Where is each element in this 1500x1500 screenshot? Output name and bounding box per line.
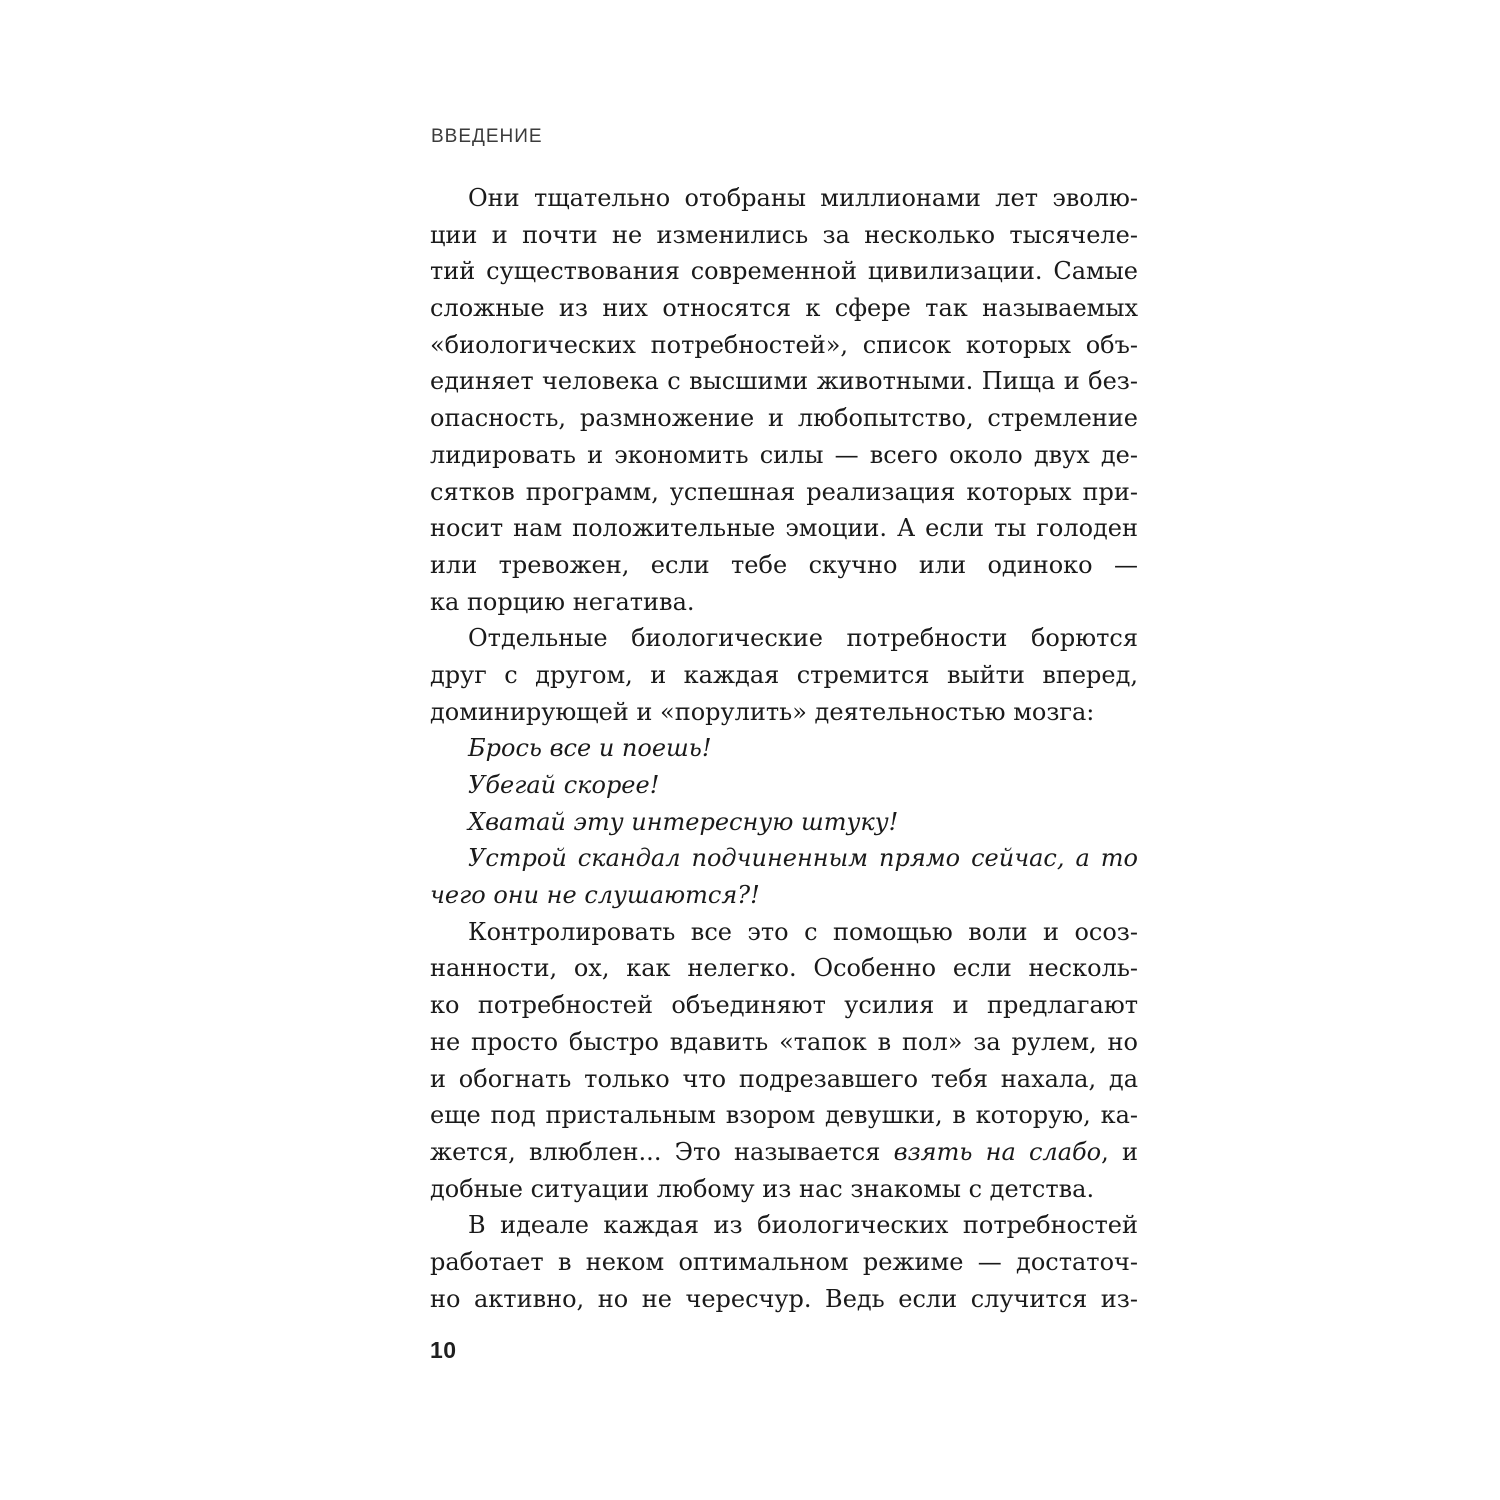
text-line (430, 1171, 1138, 1208)
text-line (430, 584, 1138, 621)
text-segment: Контролировать все это с помощью воли и осоз- (468, 917, 1138, 946)
text-line (430, 950, 1138, 987)
text-segment: работает в неком оптимальном режиме — достаточ- (430, 1247, 1138, 1276)
text-segment: «биологических потребностей», список которых объ- (430, 330, 1138, 359)
italic-text-segment: чего они не слушаются?! (430, 881, 760, 910)
text-line (430, 1097, 1138, 1134)
text-segment: и обогнать только что подрезавшего тебя нахала, да (430, 1064, 1138, 1093)
page-number: 10 (430, 1337, 457, 1363)
italic-text-segment: Хватай эту интересную штуку! (468, 807, 899, 836)
text-line (430, 327, 1138, 364)
text-segment: но активно, но не чересчур. Ведь если случится из- (430, 1284, 1138, 1313)
body-text (430, 180, 1138, 1317)
text-line (430, 804, 1138, 841)
text-line (430, 253, 1138, 290)
text-line (430, 657, 1138, 694)
text-segment: , и (1101, 1137, 1138, 1166)
text-line (430, 547, 1138, 584)
italic-text-segment: Брось все и поешь! (468, 734, 712, 763)
text-line (430, 1134, 1138, 1171)
text-line (430, 730, 1138, 767)
text-segment: нанности, ох, как нелегко. Особенно если несколь- (430, 954, 1138, 983)
text-segment: сложные из них относятся к сфере так называемых (430, 294, 1138, 323)
text-segment: не просто быстро вдавить «тапок в пол» за рулем, но (430, 1027, 1138, 1056)
text-segment: жется, влюблен... Это называется (430, 1137, 894, 1166)
text-segment: ции и почти не изменились за несколько тысячеле- (430, 220, 1138, 249)
text-segment: Они тщательно отобраны миллионами лет эволю- (468, 184, 1138, 212)
text-line (430, 1244, 1138, 1281)
text-segment: еще под пристальным взором девушки, в которую, ка- (430, 1101, 1138, 1130)
text-line (430, 1061, 1138, 1098)
text-segment: Отдельные биологические потребности борются (468, 624, 1138, 653)
text-line (430, 474, 1138, 511)
text-segment: друг с другом, и каждая стремится выйти вперед, (430, 660, 1138, 689)
text-line (430, 400, 1138, 437)
text-line (430, 510, 1138, 547)
text-segment: или тревожен, если тебе скучно или одиноко — (430, 550, 1138, 579)
text-segment: ка порцию негатива. (430, 587, 695, 616)
text-line (430, 217, 1138, 254)
text-line (430, 1024, 1138, 1061)
text-segment: тий существования современной цивилизации. Самые (430, 257, 1138, 286)
text-line (430, 877, 1138, 914)
text-segment: лидировать и экономить силы — всего около двух де- (430, 440, 1138, 469)
text-line (430, 914, 1138, 951)
text-line (430, 1207, 1138, 1244)
text-segment: сятков программ, успешная реализация которых при- (430, 477, 1138, 506)
running-head: ВВЕДЕНИЕ (431, 126, 543, 147)
text-line (430, 1281, 1138, 1318)
text-line (430, 840, 1138, 877)
text-line (430, 987, 1138, 1024)
italic-text-segment: Убегай скорее! (468, 771, 660, 799)
text-segment: опасность, размножение и любопытство, стремление (430, 404, 1138, 433)
text-line (430, 767, 1138, 804)
text-line (430, 180, 1138, 217)
text-line (430, 290, 1138, 327)
text-segment: В идеале каждая из биологических потребностей (468, 1211, 1138, 1240)
text-segment: носит нам положительные эмоции. А если ты голоден (430, 514, 1138, 543)
text-segment: ко потребностей объединяют усилия и предлагают (430, 991, 1138, 1020)
italic-text-segment: взять на слабо (893, 1137, 1102, 1166)
text-segment: добные ситуации любому из нас знакомы с детства. (430, 1174, 1095, 1203)
text-line (430, 620, 1138, 657)
text-line (430, 363, 1138, 400)
text-segment: доминирующей и «порулить» деятельностью мозга: (430, 697, 1095, 726)
text-line (430, 437, 1138, 474)
italic-text-segment: Устрой скандал подчиненным прямо сейчас, а то (468, 844, 1138, 873)
text-segment: единяет человека с высшими животными. Пища и без- (430, 367, 1138, 396)
text-line (430, 694, 1138, 731)
